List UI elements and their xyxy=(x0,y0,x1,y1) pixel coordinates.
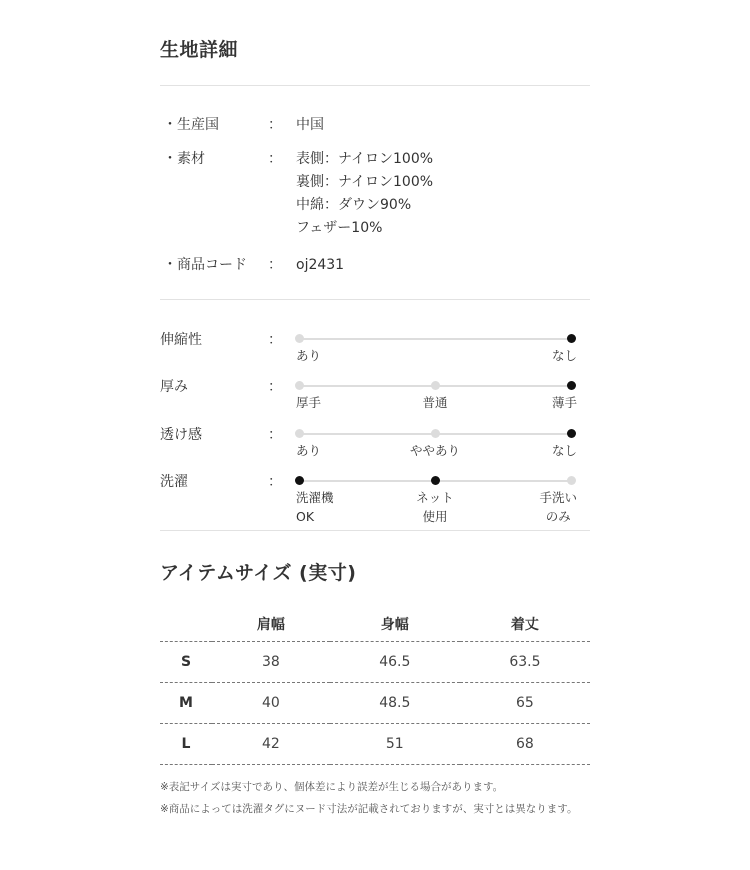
property-colon: ： xyxy=(268,332,282,348)
table-header-row xyxy=(160,606,590,642)
size-cell: M xyxy=(160,683,212,724)
scale-dot-selected xyxy=(567,381,576,390)
table-row xyxy=(160,642,590,683)
scale-option-label: ややあり xyxy=(409,443,461,458)
table-row xyxy=(160,724,590,765)
property-colon: ： xyxy=(268,474,282,490)
spec-value: oj2431 xyxy=(296,257,345,273)
spec-label: ・生産国 xyxy=(163,117,219,133)
scale-dot xyxy=(431,381,440,390)
spec-label: ・商品コード xyxy=(163,257,247,273)
size-note: ※表記サイズは実寸であり、個体差により誤差が生じる場合があります。 xyxy=(160,781,504,793)
table-cell: 46.5 xyxy=(330,642,460,683)
scale-track xyxy=(299,338,571,340)
size-cell: L xyxy=(160,724,212,765)
property-label: 洗濯 xyxy=(160,474,188,490)
table-cell: 68 xyxy=(460,724,590,765)
scale-dot-selected xyxy=(295,476,304,485)
scale-dot xyxy=(431,429,440,438)
scale-option-label: あり xyxy=(296,443,322,458)
size-section-title: アイテムサイズ (実寸) xyxy=(160,562,357,584)
scale-dot xyxy=(295,381,304,390)
table-cell: 42 xyxy=(212,724,330,765)
divider xyxy=(160,530,590,531)
scale-option-label: あり xyxy=(296,348,322,363)
property-label: 厚み xyxy=(160,379,188,395)
table-cell: 40 xyxy=(212,683,330,724)
table-cell: 63.5 xyxy=(460,642,590,683)
scale-option-label: 普通 xyxy=(422,395,448,410)
property-stretch xyxy=(160,329,590,369)
table-cell: 51 xyxy=(330,724,460,765)
table-header-cell xyxy=(160,606,212,642)
scale-dot-selected xyxy=(431,476,440,485)
property-transparency xyxy=(160,424,590,464)
spec-value: 中国 xyxy=(296,117,324,133)
scale-dot xyxy=(295,429,304,438)
spec-colon: ： xyxy=(268,151,282,167)
table-header-cell: 肩幅 xyxy=(212,606,330,642)
spec-row-material xyxy=(160,148,590,240)
spec-label: ・素材 xyxy=(163,151,205,167)
scale-dot xyxy=(295,334,304,343)
property-thickness xyxy=(160,376,590,416)
spec-colon: ： xyxy=(268,117,282,133)
size-table xyxy=(160,606,590,765)
table-cell: 38 xyxy=(212,642,330,683)
scale-dot xyxy=(567,476,576,485)
property-washing xyxy=(160,471,590,527)
size-cell: S xyxy=(160,642,212,683)
property-colon: ： xyxy=(268,379,282,395)
fabric-section-title: 生地詳細 xyxy=(160,39,239,61)
spec-value: 表側：ナイロン100% 裏側：ナイロン100% 中綿：ダウン90% フェザー10% xyxy=(296,151,434,236)
table-row xyxy=(160,683,590,724)
table-header-cell: 身幅 xyxy=(330,606,460,642)
spec-row-product-code xyxy=(160,254,590,278)
spec-row-origin xyxy=(160,114,590,138)
scale-option-label: 手洗い のみ xyxy=(539,490,577,524)
spec-colon: ： xyxy=(268,257,282,273)
property-label: 透け感 xyxy=(160,427,202,443)
scale-option-label: 洗濯機 OK xyxy=(296,490,334,524)
table-cell: 65 xyxy=(460,683,590,724)
scale-option-label: 厚手 xyxy=(296,395,322,410)
scale-dot-selected xyxy=(567,334,576,343)
divider xyxy=(160,85,590,86)
scale-option-label: ネット 使用 xyxy=(416,490,454,524)
scale-dot-selected xyxy=(567,429,576,438)
property-colon: ： xyxy=(268,427,282,443)
scale-option-label: なし xyxy=(551,348,577,363)
divider xyxy=(160,299,590,300)
scale-option-label: 薄手 xyxy=(551,395,577,410)
table-cell: 48.5 xyxy=(330,683,460,724)
table-header-cell: 着丈 xyxy=(460,606,590,642)
size-note: ※商品によっては洗濯タグにヌード寸法が記載されておりますが、実寸とは異なります。 xyxy=(160,803,578,815)
property-label: 伸縮性 xyxy=(160,332,202,348)
scale-option-label: なし xyxy=(551,443,577,458)
